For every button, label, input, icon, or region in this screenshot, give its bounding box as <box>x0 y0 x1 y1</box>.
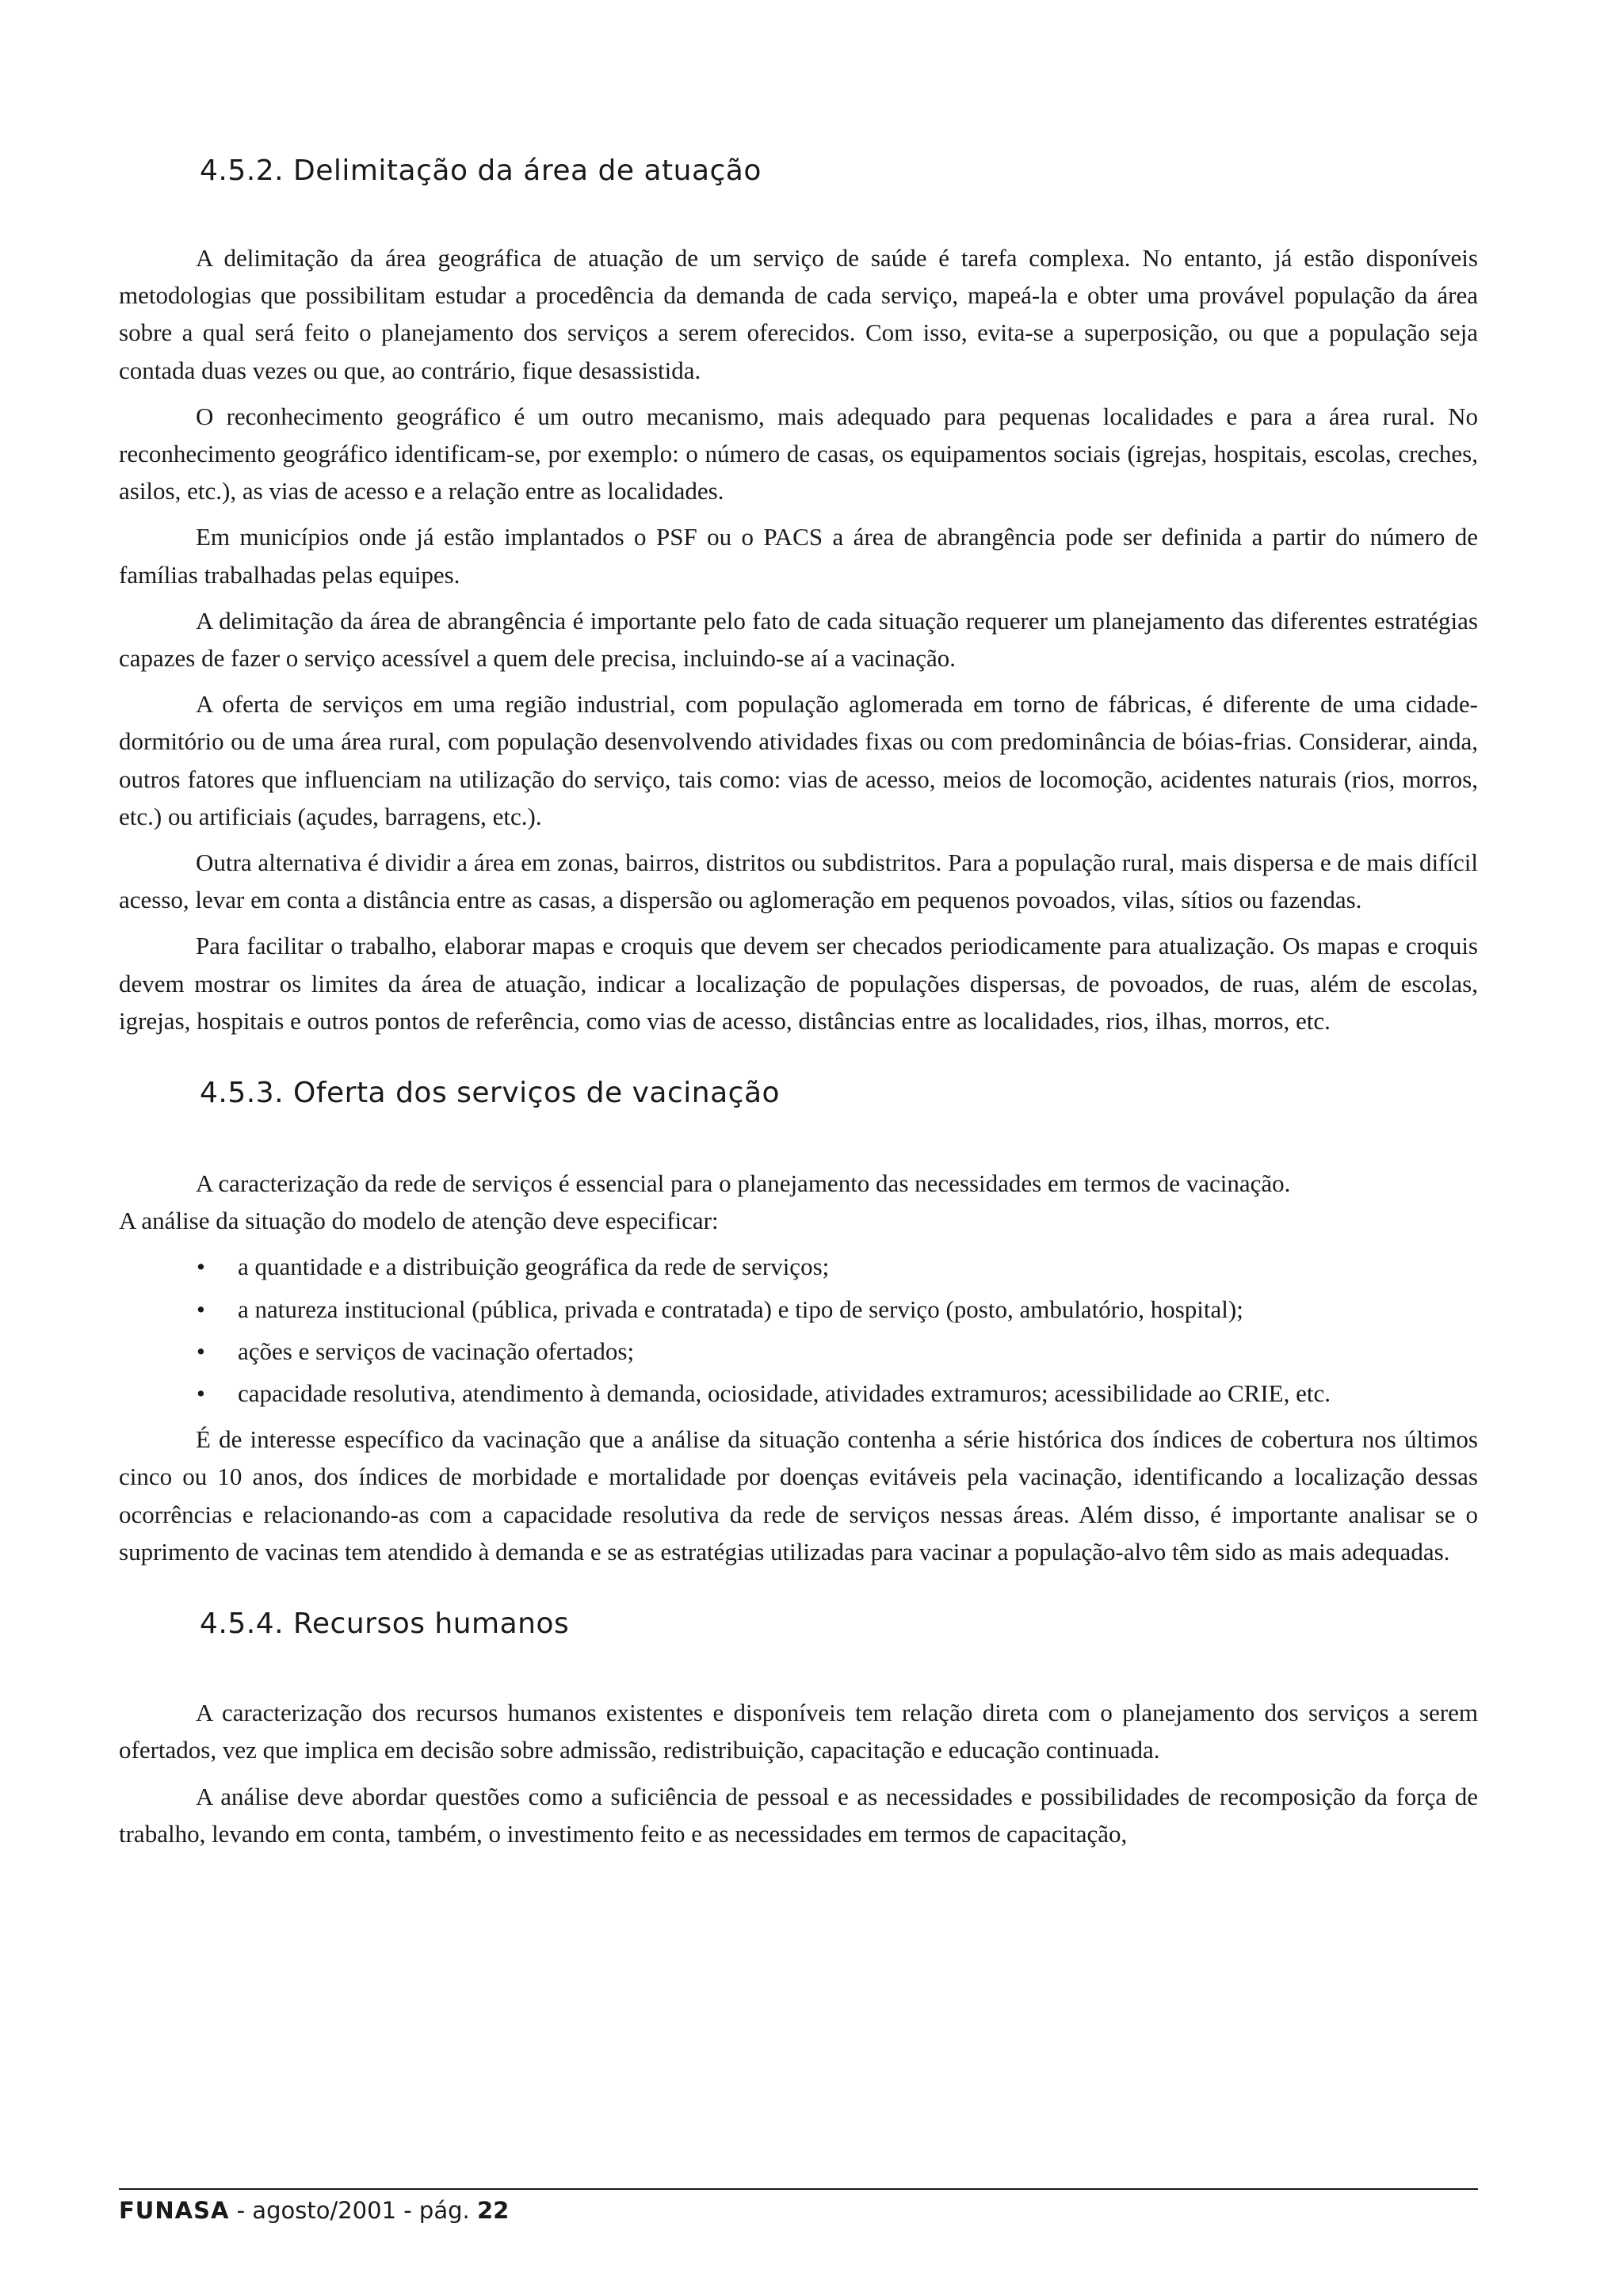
paragraph: Para facilitar o trabalho, elaborar mapas e croquis que devem ser checados periodicamente para atualização. Os mapas e croquis devem mostrar os limites da área de atuação, indicar a localização de populações dispersas, de povoados, de ruas, além de escolas, igrejas, hospitais e outros pontos de referência, como vias de acesso, distâncias entre as localidades, rios, ilhas, morros, etc. <box>119 932 1478 1035</box>
list-item-text: a quantidade e a distribuição geográfica da rede de serviços; <box>238 1253 830 1281</box>
section-heading-4-5-4: 4.5.4. Recursos humanos <box>200 1608 570 1641</box>
document-page <box>119 0 1478 2296</box>
footer-divider <box>119 2188 1478 2190</box>
list-item <box>119 1291 1478 1328</box>
paragraph: Outra alternativa é dividir a área em zonas, bairros, distritos ou subdistritos. Para a população rural, mais dispersa e de mais difícil acesso, levar em conta a distância entre as casas, a dispersão ou aglomeração em pequenos povoados, vilas, sítios ou fazendas. <box>119 849 1478 914</box>
section-heading-4-5-2: 4.5.2. Delimitação da área de atuação <box>200 154 762 187</box>
paragraph: O reconhecimento geográfico é um outro mecanismo, mais adequado para pequenas localidades e para a área rural. No reconhecimento geográfico identificam-se, por exemplo: o número de casas, os equipamentos sociais (igrejas, hospitais, escolas, creches, asilos, etc.), as vias de acesso e a relação entre as localidades. <box>119 402 1478 505</box>
page-number: 22 <box>476 2197 510 2224</box>
paragraph: Em municípios onde já estão implantados o PSF ou o PACS a área de abrangência pode ser definida a partir do número de famílias trabalhadas pelas equipes. <box>119 523 1478 589</box>
list-item <box>119 1248 1478 1285</box>
page-footer <box>119 2195 509 2226</box>
intro-line: A caracterização da rede de serviços é essencial para o planejamento das necessidades em termos de vacinação. <box>196 1169 1291 1198</box>
paragraph: A caracterização dos recursos humanos existentes e disponíveis tem relação direta com o planejamento dos serviços a serem ofertados, vez que implica em decisão sobre admissão, redistribuição, capacitação e educação continuada. <box>119 1699 1478 1764</box>
footer-brand: FUNASA <box>119 2197 230 2224</box>
bullet-icon: • <box>197 1253 205 1281</box>
intro-line: A análise da situação do modelo de atenção deve especificar: <box>119 1207 719 1235</box>
footer-date: - agosto/2001 - pág. <box>229 2197 477 2224</box>
bullet-icon: • <box>197 1337 205 1365</box>
bullet-icon: • <box>197 1295 205 1323</box>
bullet-icon: • <box>197 1379 205 1408</box>
paragraph: A oferta de serviços em uma região industrial, com população aglomerada em torno de fábricas, é diferente de uma cidade-dormitório ou de uma área rural, com população desenvolvendo atividades fixas ou com predominância de bóias-frias. Considerar, ainda, outros fatores que influenciam na utilização do serviço, tais como: vias de acesso, meios de locomoção, acidentes naturais (rios, morros, etc.) ou artificiais (açudes, barragens, etc.). <box>119 690 1478 830</box>
bullet-list <box>119 1248 1478 1412</box>
paragraph: A análise deve abordar questões como a suficiência de pessoal e as necessidades e possibilidades de recomposição da força de trabalho, levando em conta, também, o investimento feito e as necessidades em termos de capacitação, <box>119 1782 1478 1848</box>
section-heading-4-5-3: 4.5.3. Oferta dos serviços de vacinação <box>200 1077 781 1110</box>
list-item <box>119 1333 1478 1370</box>
list-item-text: ações e serviços de vacinação ofertados; <box>238 1337 635 1365</box>
list-item-text: a natureza institucional (pública, privada e contratada) e tipo de serviço (posto, ambulatório, hospital); <box>238 1295 1243 1323</box>
paragraph: É de interesse específico da vacinação que a análise da situação contenha a série histórica dos índices de cobertura nos últimos cinco ou 10 anos, dos índices de morbidade e mortalidade por doenças evitáveis pela vacinação, identificando a localização dessas ocorrências e relacionando-as com a capacidade resolutiva da rede de serviços nessas áreas. Além disso, é importante analisar se o suprimento de vacinas tem atendido à demanda e se as estratégias utilizadas para vacinar a população-alvo têm sido as mais adequadas. <box>119 1425 1478 1566</box>
list-item-text: capacidade resolutiva, atendimento à demanda, ociosidade, atividades extramuros; acessibilidade ao CRIE, etc. <box>238 1379 1331 1408</box>
list-item <box>119 1375 1478 1412</box>
paragraph: A delimitação da área de abrangência é importante pelo fato de cada situação requerer um planejamento das diferentes estratégias capazes de fazer o serviço acessível a quem dele precisa, incluindo-se aí a vacinação. <box>119 606 1478 673</box>
paragraph: A delimitação da área geográfica de atuação de um serviço de saúde é tarefa complexa. No entanto, já estão disponíveis metodologias que possibilitam estudar a procedência da demanda de cada serviço, mapeá-la e obter uma provável população da área sobre a qual será feito o planejamento dos serviços a serem oferecidos. Com isso, evita-se a superposição, ou que a população seja contada duas vezes ou que, ao contrário, fique desassistida. <box>119 244 1478 384</box>
